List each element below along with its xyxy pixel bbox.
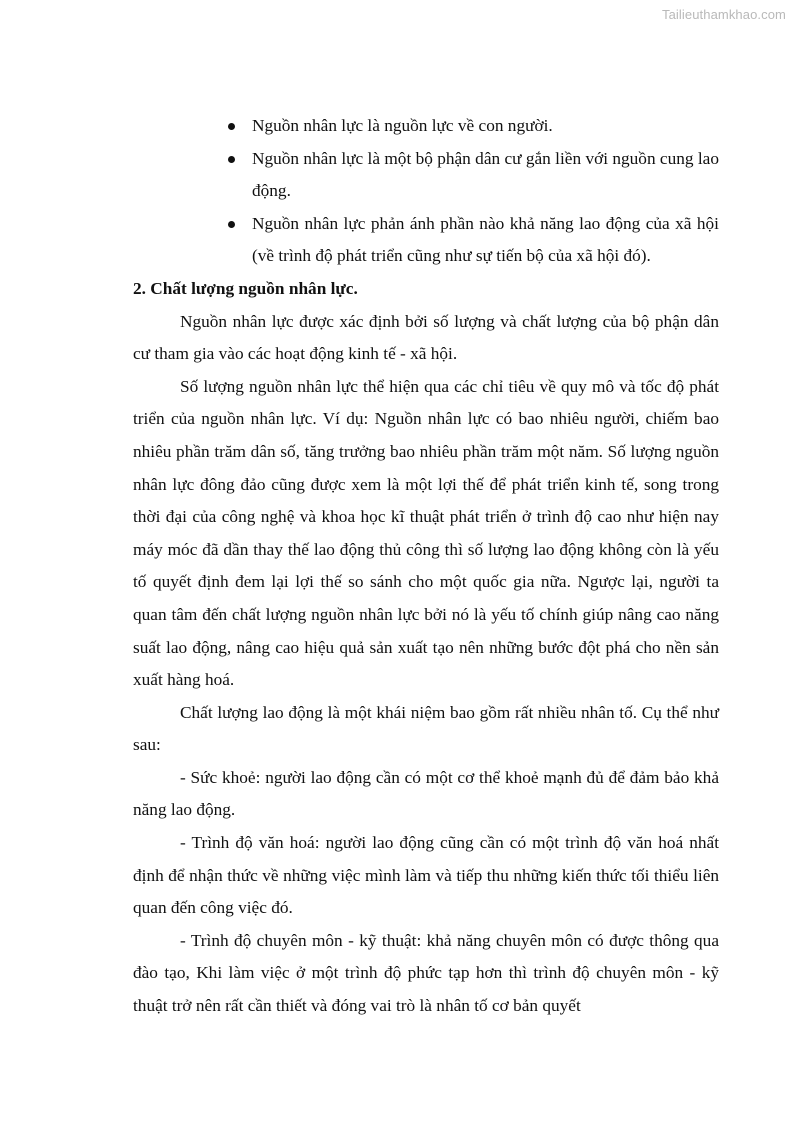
paragraph: - Sức khoẻ: người lao động cần có một cơ thể khoẻ mạnh đủ để đảm bảo khả năng lao động. [133,767,719,820]
watermark-text: Tailieuthamkhao.com [661,7,786,22]
definition-bullet-list [133,110,719,273]
section-heading: 2. Chất lượng nguồn nhân lực. [133,278,358,298]
paragraph: Nguồn nhân lực được xác định bởi số lượng và chất lượng của bộ phận dân cư tham gia vào các hoạt động kinh tế - xã hội. [133,311,719,364]
bullet-text: Nguồn nhân lực phản ánh phần nào khả năng lao động của xã hội (về trình độ phát triển cũng như sự tiến bộ của xã hội đó). [252,213,719,266]
bullet-dot-icon [228,156,235,163]
bullet-text: Nguồn nhân lực là một bộ phận dân cư gắn liền với nguồn cung lao động. [252,148,719,201]
bullet-item [252,208,719,273]
paragraph: Chất lượng lao động là một khái niệm bao gồm rất nhiều nhân tố. Cụ thể như sau: [133,702,719,755]
paragraph: - Trình độ văn hoá: người lao động cũng cần có một trình độ văn hoá nhất định để nhận thức về những việc mình làm và tiếp thu những kiến thức tối thiểu liên quan đến công việc đó. [133,833,719,918]
document-body [133,110,719,1023]
paragraph: Số lượng nguồn nhân lực thể hiện qua các chỉ tiêu về quy mô và tốc độ phát triển của nguồn nhân lực. Ví dụ: Nguồn nhân lực có bao nhiêu người, chiếm bao nhiêu phần trăm dân số, tăng trưởng bao nhiêu phần trăm một năm. Số lượng nguồn nhân lực đông đảo cũng được xem là một lợi thế để phát triển kinh tế, song trong thời đại của công nghệ và khoa học kĩ thuật phát triển ở trình độ cao như hiện nay máy móc đã dần thay thế lao động thủ công thì số lượng lao động không còn là yếu tố quyết định đem lại lợi thế so sánh cho một quốc gia nữa. Ngược lại, người ta quan tâm đến chất lượng nguồn nhân lực bởi nó là yếu tố chính giúp nâng cao năng suất lao động, nâng cao hiệu quả sản xuất tạo nên những bước đột phá cho nền sản xuất hàng hoá. [133,376,719,690]
bullet-item [252,110,719,143]
bullet-text: Nguồn nhân lực là nguồn lực về con người. [252,116,553,135]
bullet-dot-icon [228,221,235,228]
paragraph: - Trình độ chuyên môn - kỹ thuật: khả năng chuyên môn có được thông qua đào tạo, Khi làm việc ở một trình độ phức tạp hơn thì trình độ chuyên môn - kỹ thuật trở nên rất cần thiết và đóng vai trò là nhân tố cơ bản quyết [133,930,719,1016]
bullet-dot-icon [228,123,235,130]
bullet-item [252,143,719,208]
